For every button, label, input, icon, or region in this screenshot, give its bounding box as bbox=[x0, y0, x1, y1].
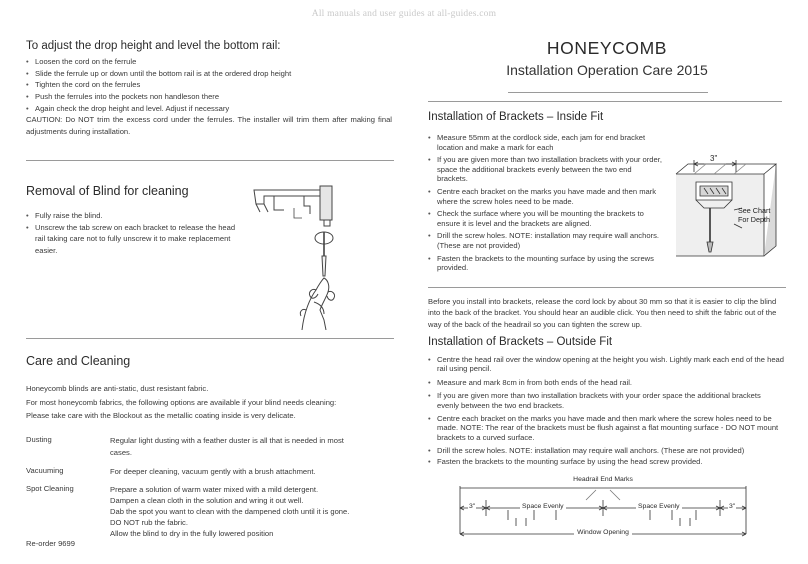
care-heading: Care and Cleaning bbox=[26, 354, 131, 368]
caution-note bbox=[26, 114, 392, 137]
outside-fit-diagram bbox=[456, 478, 750, 554]
list-item: • Centre each bracket on the marks you have made and then mark where the screw holes need to be made. NOTE: The rear of the brackets must be flush against a flat mounting surface - DO NOT mount brackets to a curved surface. bbox=[428, 414, 784, 442]
drop-height-list bbox=[26, 56, 392, 115]
care-intro-line: Please take care with the Blockout as the metallic coating inside is very delicate. bbox=[26, 411, 296, 420]
caution-label: CAUTION: bbox=[26, 115, 63, 124]
list-item: • Measure and mark 8cm in from both ends of the head rail. bbox=[428, 378, 784, 387]
right-offset-label: 3" bbox=[729, 503, 736, 510]
care-line: Allow the blind to dry in the fully lowered position bbox=[110, 529, 274, 539]
list-item: • Fasten the brackets to the mounting surface by using the screws provided. bbox=[428, 254, 664, 273]
care-description bbox=[110, 484, 366, 539]
divider bbox=[428, 287, 786, 288]
list-item: • Measure 55mm at the cordlock side, each jam for end bracket location and make a mark for each bbox=[428, 133, 664, 152]
care-row-spot-cleaning bbox=[26, 484, 366, 539]
care-line: Dampen a clean cloth in the solution and wring it out well. bbox=[110, 496, 304, 506]
window-opening-label bbox=[456, 529, 750, 536]
care-table bbox=[26, 435, 366, 539]
bracket-removal-illustration bbox=[244, 180, 372, 330]
care-line: Regular light dusting with a feather duster is all that is needed in most bbox=[110, 436, 344, 445]
headrail-end-marks-label: Headrail End Marks bbox=[573, 476, 633, 483]
list-item: • Fully raise the blind. bbox=[26, 210, 238, 222]
document-subtitle: Installation Operation Care 2015 bbox=[506, 62, 708, 78]
note-line: See Chart bbox=[738, 206, 771, 215]
divider bbox=[26, 338, 394, 339]
care-term: Dusting bbox=[26, 435, 52, 444]
care-line: Prepare a solution of warm water mixed with a mild detergent. bbox=[110, 485, 319, 495]
list-item: • Centre each bracket on the marks you have made and then mark where the screw holes need to be made. bbox=[428, 187, 664, 206]
care-row-dusting bbox=[26, 435, 366, 458]
list-item: • Unscrew the tab screw on each bracket to release the head rail taking care not to fully unscrew it to make replacement easier. bbox=[26, 222, 238, 257]
list-item: • Tighten the cord on the ferrules bbox=[26, 79, 392, 91]
list-item: • Loosen the cord on the ferrule bbox=[26, 56, 392, 68]
note-line: For Depth bbox=[738, 215, 770, 224]
removal-heading: Removal of Blind for cleaning bbox=[26, 184, 189, 198]
divider bbox=[428, 101, 782, 102]
divider bbox=[508, 92, 708, 93]
inside-fit-list bbox=[428, 133, 664, 273]
watermark: All manuals and user guides at all-guides.com bbox=[311, 9, 497, 19]
care-term: Vacuuming bbox=[26, 466, 64, 476]
caution-text: Do NOT trim the excess cord under the ferrules. The installer will trim them after making final adjustments during installation. bbox=[26, 115, 392, 136]
reorder-number: Re-order 9699 bbox=[26, 539, 75, 548]
list-item: • Fasten the brackets to the mounting surface by using the head screw provided. bbox=[428, 457, 784, 466]
outside-fit-list bbox=[428, 355, 784, 466]
bracket-width-label: 3" bbox=[710, 154, 718, 163]
before-install-note: Before you install into brackets, release the cord lock by about 30 mm so that it is easier to clip the blind into the back of the bracket. You should hear an audible click. You then need to shift the fabric out of the way of the back of the headrail so you can tighten the screw up. bbox=[428, 297, 777, 329]
divider bbox=[26, 160, 394, 161]
document-title: HONEYCOMB bbox=[546, 38, 668, 58]
list-item: • Centre the head rail over the window opening at the height you wish. Lightly mark each end of the head rail using pencil. bbox=[428, 355, 784, 374]
care-row-vacuuming bbox=[26, 466, 366, 478]
care-intro-line: For most honeycomb fabrics, the following options are available if your blind needs cleaning: bbox=[26, 397, 337, 407]
outside-fit-spacing-drawing bbox=[456, 478, 750, 554]
removal-list bbox=[26, 210, 238, 257]
care-intro bbox=[26, 382, 396, 423]
care-line: For deeper cleaning, vacuum gently with a brush attachment. bbox=[110, 467, 316, 477]
space-evenly-left-label: Space Evenly bbox=[522, 503, 564, 510]
list-item: • If you are given more than two installation brackets with your order space the additional brackets evenly between the two end brackets. bbox=[428, 391, 784, 410]
list-item: • Drill the screw holes. NOTE: installation may require wall anchors. (These are not provided) bbox=[428, 446, 784, 455]
left-offset-label: 3" bbox=[469, 503, 476, 510]
outside-fit-heading: Installation of Brackets – Outside Fit bbox=[428, 336, 613, 348]
window-opening-text: Window Opening bbox=[574, 529, 632, 536]
list-item: • Push the ferrules into the pockets non handleson there bbox=[26, 91, 392, 103]
inside-fit-heading: Installation of Brackets – Inside Fit bbox=[428, 111, 604, 123]
drop-height-heading: To adjust the drop height and level the bottom rail: bbox=[26, 40, 281, 52]
list-item: • Slide the ferrule up or down until the bottom rail is at the ordered drop height bbox=[26, 68, 392, 80]
list-item: • If you are given more than two installation brackets with your order, space the additional brackets evenly between the two end brackets. bbox=[428, 155, 664, 184]
care-line: Dab the spot you want to clean with the dampened cloth until it is gone. bbox=[110, 507, 350, 517]
list-item: • Check the surface where you will be mounting the brackets to ensure it is level and the brackets are aligned. bbox=[428, 209, 664, 228]
care-line: DO NOT rub the fabric. bbox=[110, 518, 188, 528]
list-item: • Again check the drop height and level. Adjust if necessary bbox=[26, 103, 392, 115]
care-description bbox=[110, 466, 366, 478]
care-intro-line: Honeycomb blinds are anti-static, dust resistant fabric. bbox=[26, 384, 209, 393]
see-chart-note bbox=[738, 206, 770, 224]
care-line: cases. bbox=[110, 447, 132, 457]
space-evenly-right-label: Space Evenly bbox=[638, 503, 680, 510]
list-item: • Drill the screw holes. NOTE: installation may require wall anchors. (These are not provided) bbox=[428, 231, 664, 250]
care-description bbox=[110, 435, 366, 458]
care-term: Spot Cleaning bbox=[26, 484, 74, 494]
inside-fit-diagram bbox=[674, 152, 786, 272]
